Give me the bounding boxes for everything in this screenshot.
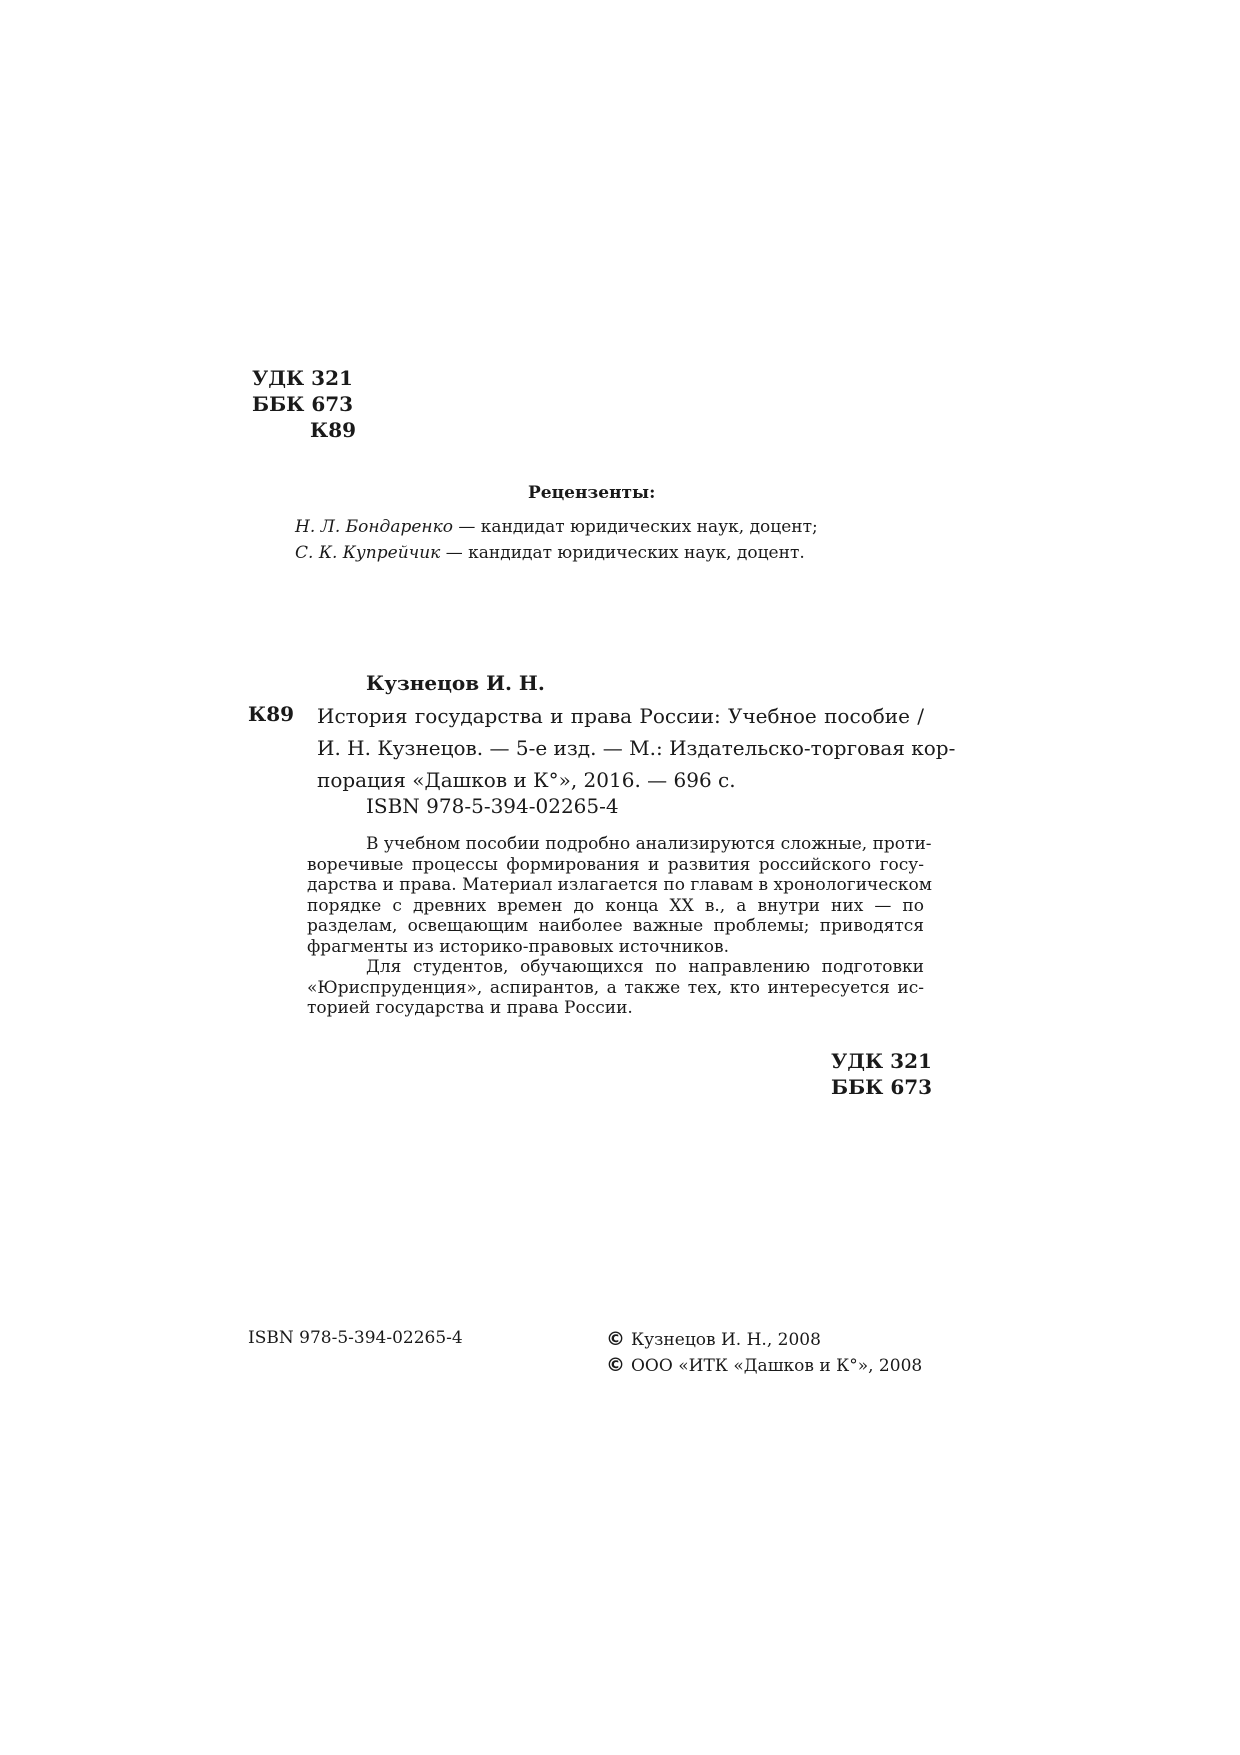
reviewer-2-role: — кандидат юридических наук, доцент. — [440, 543, 805, 563]
annotation-line: торией государства и права России. — [307, 998, 633, 1018]
udk-code: УДК 321 — [252, 366, 353, 390]
copyright-icon: © — [606, 1328, 625, 1350]
author-mark: К89 — [310, 418, 357, 442]
annotation-line: порядке с древних времен до конца XX в., а внутри них — по — [307, 895, 924, 916]
bbk-code: ББК 673 — [252, 392, 354, 416]
annotation-line: дарства и права. Материал излагается по главам в хронологическом — [307, 875, 932, 895]
udk-code-right: УДК 321 — [831, 1049, 932, 1073]
reviewer-2 — [295, 543, 805, 563]
reviewers-heading: Рецензенты: — [528, 483, 656, 503]
footer-isbn: ISBN 978-5-394-02265-4 — [248, 1328, 463, 1348]
annotation-line: Для студентов, обучающихся по направлению подготовки — [366, 957, 924, 977]
copyright-icon: © — [606, 1354, 625, 1376]
copyright-2 — [606, 1354, 922, 1376]
annotation-line: разделам, освещающим наиболее важные проблемы; приводятся — [307, 916, 924, 936]
citation-line-2: И. Н. Кузнецов. — 5-е изд. — М.: Издательско-торговая кор- — [317, 736, 956, 760]
citation-isbn: ISBN 978-5-394-02265-4 — [366, 794, 619, 818]
citation-body — [317, 700, 956, 796]
annotation-line: «Юриспруденция», аспирантов, а также тех, кто интересуется ис- — [307, 977, 924, 998]
reviewer-1-name: Н. Л. Бондаренко — [295, 517, 453, 537]
copyright-1 — [606, 1328, 821, 1350]
citation-line-3: порация «Дашков и К°», 2016. — 696 с. — [317, 768, 736, 792]
bbk-code-right: ББК 673 — [831, 1075, 933, 1099]
citation-line-1: История государства и права России: Учебное пособие / — [317, 704, 924, 728]
reviewer-1 — [295, 517, 818, 537]
annotation-line: воречивые процессы формирования и развития российского госу- — [307, 854, 924, 875]
reviewer-1-role: — кандидат юридических наук, доцент; — [453, 517, 818, 537]
annotation-line: В учебном пособии подробно анализируются сложные, проти- — [366, 834, 932, 854]
annotation-line: фрагменты из историко-правовых источников. — [307, 936, 729, 957]
copyright-2-text: ООО «ИТК «Дашков и К°», 2008 — [631, 1356, 923, 1376]
copyright-1-text: Кузнецов И. Н., 2008 — [631, 1330, 821, 1350]
annotation — [307, 834, 932, 1019]
reviewer-2-name: С. К. Купрейчик — [295, 543, 441, 563]
citation-author: Кузнецов И. Н. — [366, 671, 545, 695]
citation-author-mark: К89 — [248, 702, 295, 726]
